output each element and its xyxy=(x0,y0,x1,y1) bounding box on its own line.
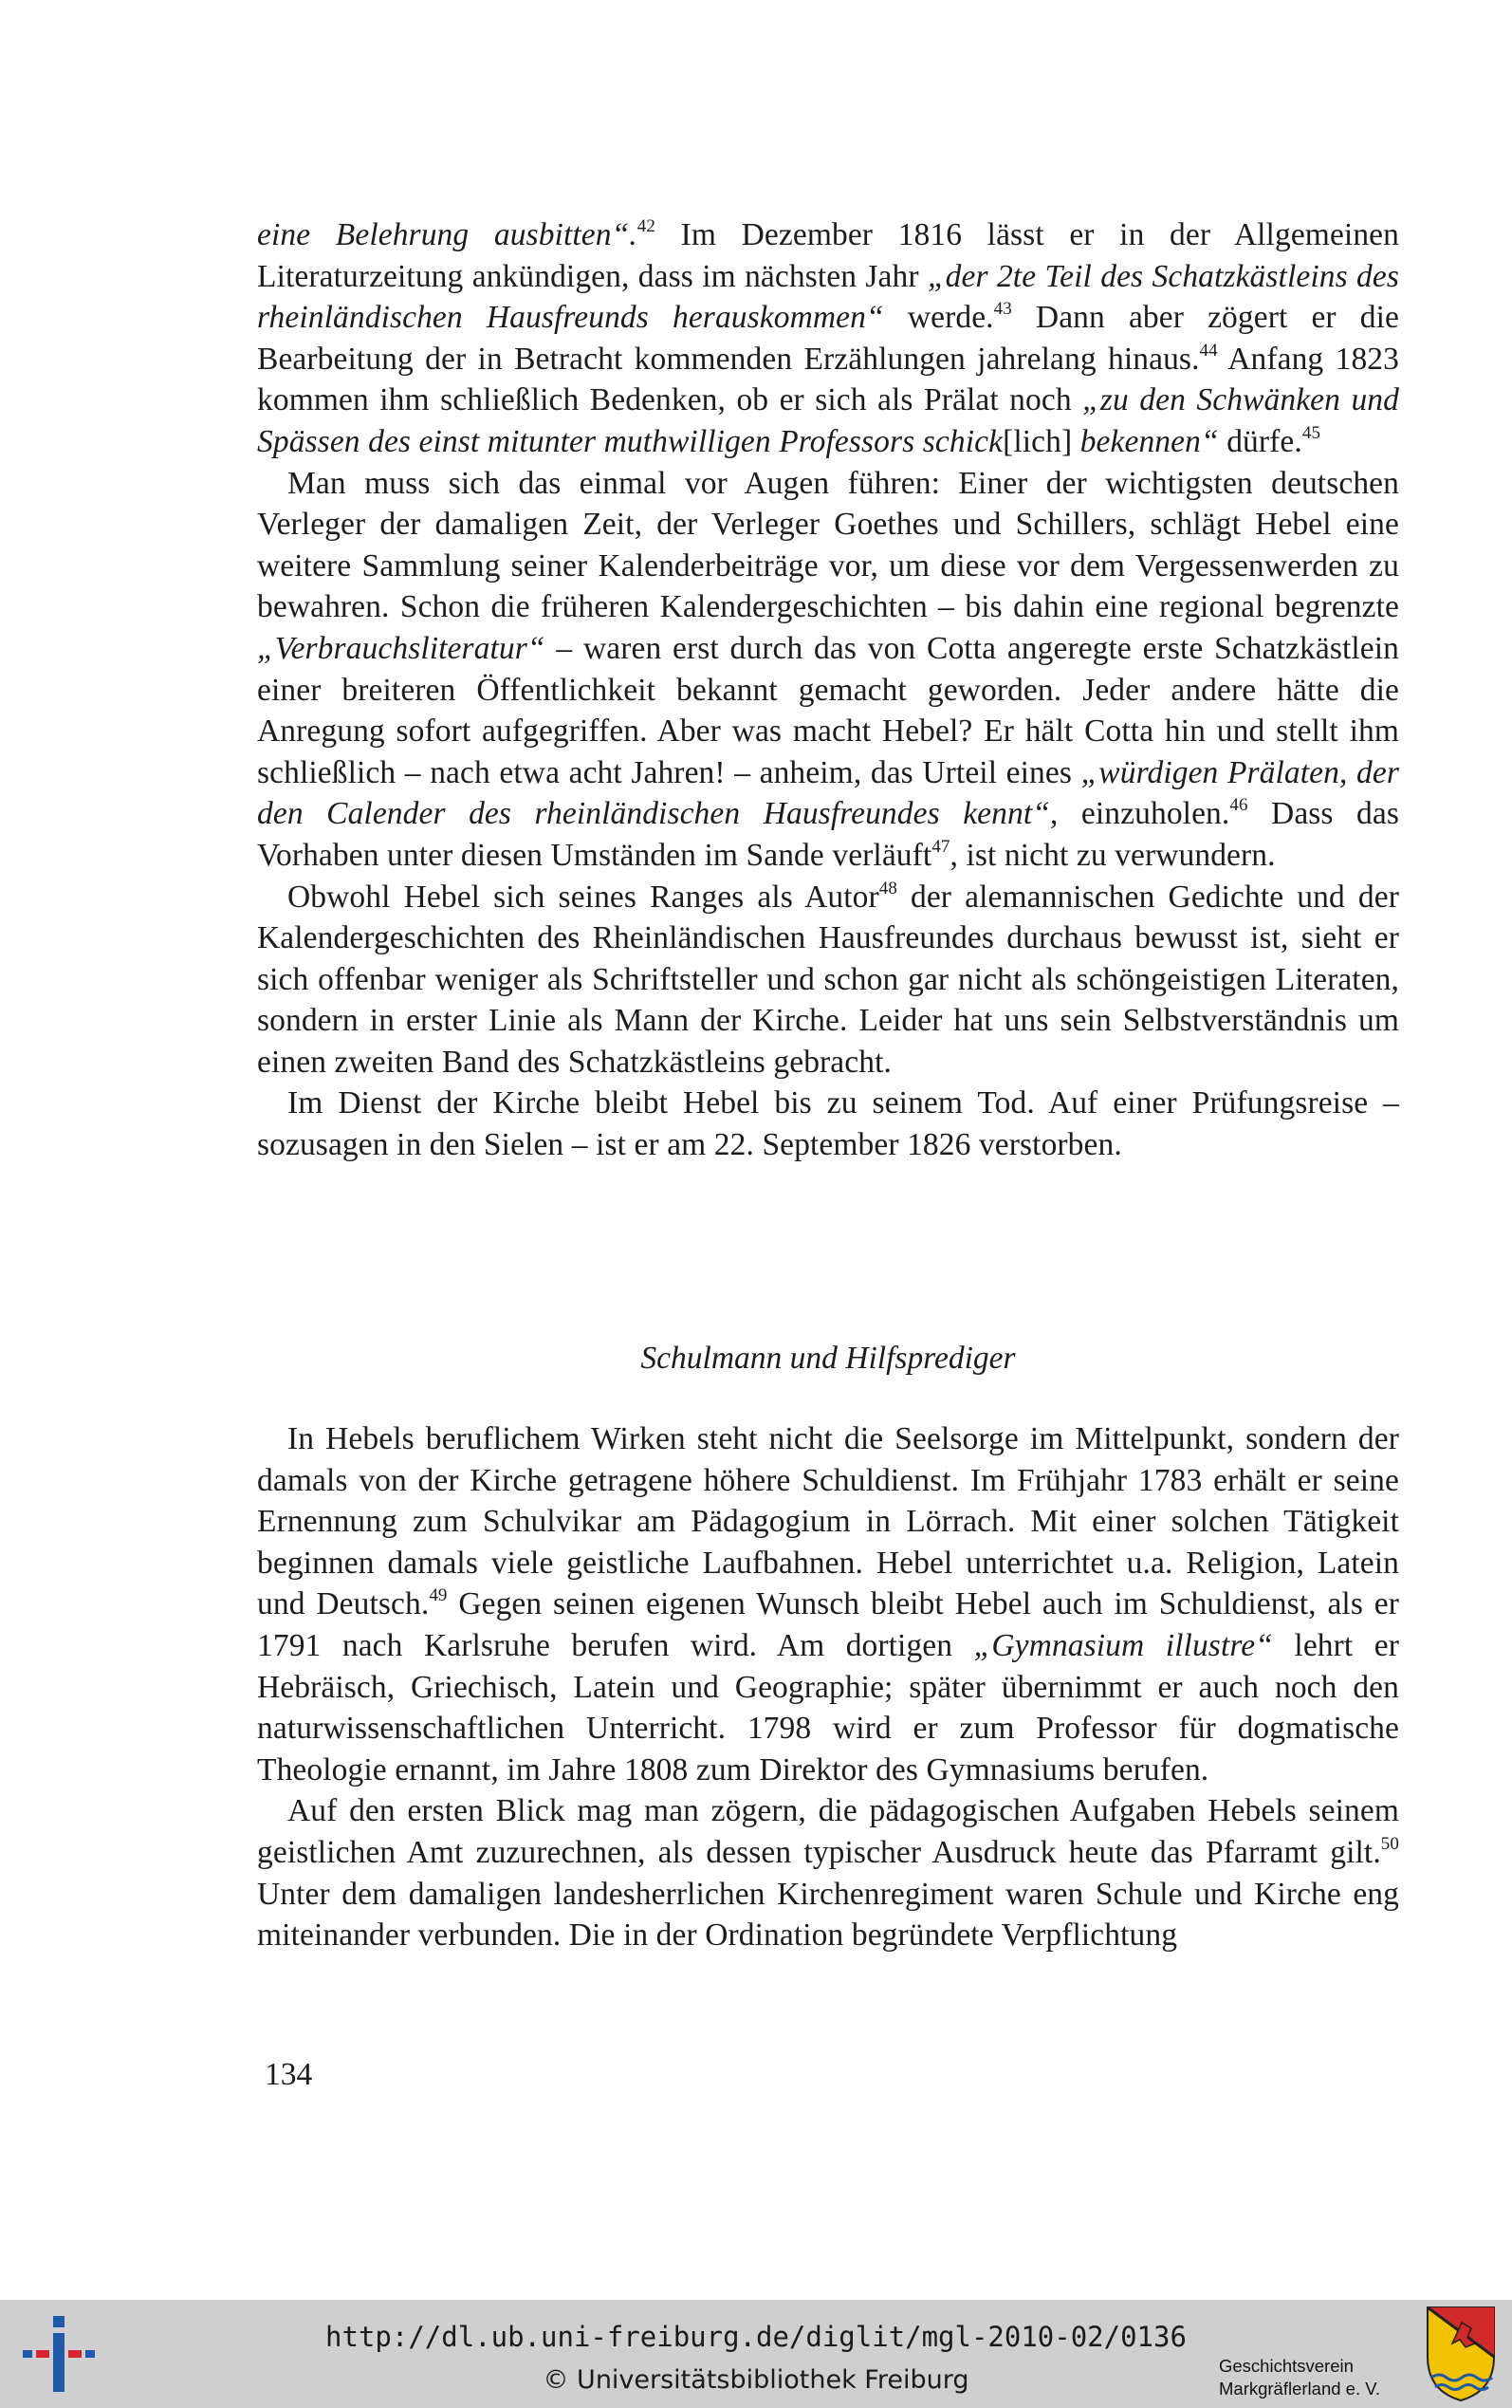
text-run: Im Dienst der Kirche bleibt Hebel bis zu seinem Tod. Auf einer Prüfungsreise – sozusagen in den Sielen – ist er am 22. September 1826 verstorben. xyxy=(257,1085,1399,1163)
text-run: Man muss sich das einmal vor Augen führen: Einer der wichtigsten deutschen Verleger der damaligen Zeit, der Verleger Goethes und Schillers, schlägt Hebel eine weitere Sammlung seiner Kalenderbeiträge vor, um diese vor dem Vergessenwerden zu bewahren. Schon die früheren Kalendergeschichten – bis dahin eine regional begrenzte xyxy=(257,465,1399,625)
paragraph xyxy=(257,214,1399,463)
paragraph xyxy=(257,463,1399,877)
footnote-ref: 44 xyxy=(1199,340,1218,361)
text-run: In Hebels beruflichem Wirken steht nicht die Seelsorge im Mittelpunkt, sondern der damals von der Kirche getragene höhere Schuldienst. Im Frühjahr 1783 erhält er seine Ernennung zum Schulvikar am Pädagogium in Lörrach. Mit einer solchen Tätigkeit beginnen damals viele geistliche Laufbahnen. Hebel unterrichtet u.a. Religion, Latein und Deutsch. xyxy=(257,1421,1399,1622)
text-run: – waren erst durch das von Cotta angeregte erste Schatzkästlein einer breiteren Öffentlichkeit bekannt gemacht geworden. Jeder andere hätte die Anregung sofort aufgegriffen. Aber was macht Hebel? Er hält Cotta hin und stellt ihm schließlich – nach etwa acht Jahren! – anheim, das Urteil eines xyxy=(257,630,1399,790)
footnote-ref: 49 xyxy=(429,1585,448,1606)
section-heading: Schulmann und Hilfsprediger xyxy=(640,1341,1016,1376)
text-run: Unter dem damaligen landesherrlichen Kirchenregiment waren Schule und Kirche eng miteinander verbunden. Die in der Ordination begründete Verpflichtung xyxy=(257,1876,1399,1954)
footer-org-line2: Markgräflerland e. V. xyxy=(1219,2379,1381,2399)
italic-text: „Verbrauchsliteratur“ xyxy=(257,630,545,666)
footer-org-line1: Geschichtsverein xyxy=(1219,2356,1354,2376)
text-block-lower xyxy=(257,1418,1399,1956)
footnote-ref: 43 xyxy=(993,299,1012,320)
italic-text: „zu den Schwänken und Spässen des einst mitunter muthwilligen Professors schick xyxy=(257,382,1399,459)
footer-copyright: © Universitätsbibliothek Freiburg xyxy=(543,2365,969,2395)
italic-text: „der 2te Teil des Schatzkästleins des rheinländischen Hausfreunds herauskommen“ xyxy=(257,258,1399,336)
text-run: der alemannischen Gedichte und der Kalendergeschichten des Rheinländischen Hausfreundes durchaus bewusst ist, sieht er sich offenbar weniger als Schriftsteller und schon gar nicht als schöngeistigen Literaten, sondern in erster Linie als Mann der Kirche. Leider hat uns sein Selbstverständnis um einen zweiten Band des Schatzkästleins gebracht. xyxy=(257,879,1399,1080)
text-run: Gegen seinen eigenen Wunsch bleibt Hebel auch im Schuldienst, als er 1791 nach Karlsruhe berufen wird. Am dortigen xyxy=(257,1586,1399,1663)
footnote-ref: 48 xyxy=(878,878,897,898)
text-block-upper xyxy=(257,214,1399,1166)
text-run: Dass das Vorhaben unter diesen Umständen im Sande verläuft xyxy=(257,796,1399,873)
text-run: Obwohl Hebel sich seines Ranges als Autor xyxy=(287,879,879,915)
italic-text: „würdigen Prälaten, der den Calender des rheinländischen Hausfreundes kennt“ xyxy=(257,754,1399,832)
text-run: , ist nicht zu verwundern. xyxy=(950,837,1276,873)
paragraph xyxy=(257,877,1399,1084)
italic-text: bekennen“ xyxy=(1079,423,1219,459)
footnote-ref: 42 xyxy=(636,216,655,236)
text-run: werde. xyxy=(883,300,994,336)
text-run: [lich] xyxy=(1003,423,1080,459)
italic-text: „Gymnasium illustre“ xyxy=(973,1627,1273,1663)
paragraph xyxy=(257,1418,1399,1790)
coat-of-arms-icon xyxy=(1424,2304,1498,2402)
text-run: Auf den ersten Blick mag man zögern, die pädagogischen Aufgaben Hebels seinem geistlichen Amt zuzurechnen, als dessen typischer Ausdruck heute das Pfarramt gilt. xyxy=(257,1793,1399,1870)
footnote-ref: 50 xyxy=(1380,1833,1399,1854)
text-run: , einzuholen. xyxy=(1049,796,1230,832)
footnote-ref: 47 xyxy=(931,836,950,857)
text-run: Anfang 1823 kommen ihm schließlich Bedenken, ob er sich als Prälat noch xyxy=(257,341,1399,418)
paragraph xyxy=(257,1790,1399,1955)
page-number: 134 xyxy=(265,2057,313,2092)
text-run: Dann aber zögert er die Bearbeitung der in Betracht kommenden Erzählungen jahrelang hinaus. xyxy=(257,300,1399,377)
italic-text: eine Belehrung ausbitten“. xyxy=(257,217,637,252)
paragraph xyxy=(257,1083,1399,1165)
text-run: dürfe. xyxy=(1218,423,1302,459)
footer-url-link[interactable]: http://dl.ub.uni-freiburg.de/diglit/mgl-2010-02/0136 xyxy=(325,2321,1187,2353)
footnote-ref: 46 xyxy=(1229,795,1248,816)
footer-organization xyxy=(1219,2355,1428,2400)
text-run: Im Dezember 1816 lässt er in der Allgemeinen Literaturzeitung ankündigen, dass im nächsten Jahr xyxy=(257,217,1399,294)
footnote-ref: 45 xyxy=(1301,422,1321,443)
text-run: lehrt er Hebräisch, Griechisch, Latein und Geographie; später übernimmt er auch noch den naturwissenschaftlichen Unterricht. 1798 wird er zum Professor für dogmatische Theologie ernannt, im Jahre 1808 zum Direktor des Gymnasiums berufen. xyxy=(257,1627,1399,1787)
